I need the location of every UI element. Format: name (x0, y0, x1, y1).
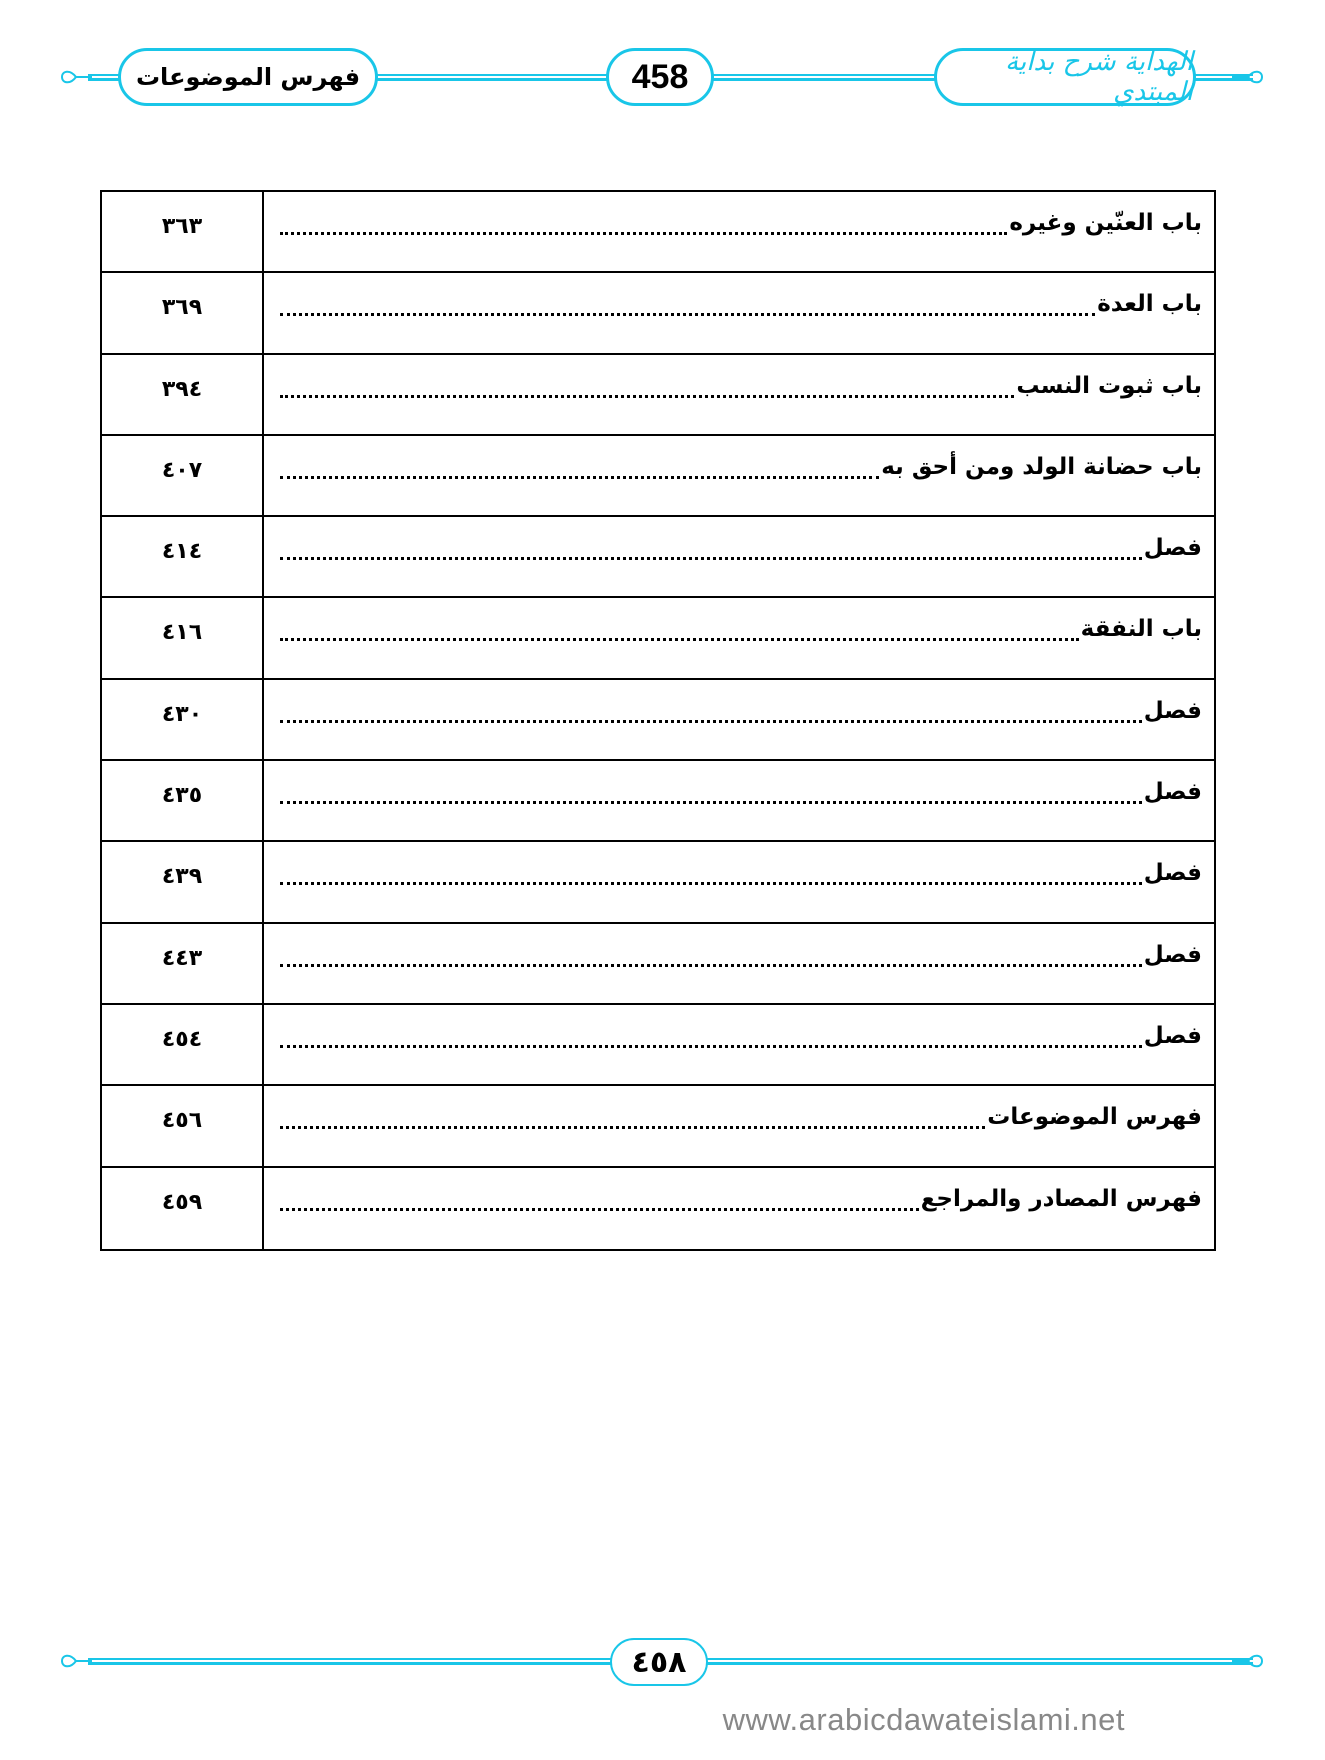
footer-page-number: ٤٥٨ (631, 1644, 687, 1680)
toc-page: ٤٣٩ (102, 842, 264, 921)
footer-page-badge (610, 1638, 708, 1686)
dot-leader (280, 779, 1142, 804)
dot-leader (280, 291, 1095, 316)
table-row (102, 842, 1214, 923)
page-header (0, 40, 1325, 120)
toc-table (100, 190, 1216, 1251)
dot-leader (280, 616, 1079, 641)
dot-leader (280, 210, 1007, 235)
toc-page: ٣٩٤ (102, 355, 264, 434)
toc-page: ٤٥٤ (102, 1005, 264, 1084)
page-footer (0, 1630, 1325, 1700)
table-row (102, 1168, 1214, 1249)
page-number-badge (606, 48, 714, 106)
page-number: 458 (631, 57, 689, 96)
dot-leader (280, 698, 1142, 723)
table-row (102, 1005, 1214, 1086)
toc-page: ٤٣٠ (102, 680, 264, 759)
toc-title: فصل (1143, 779, 1202, 806)
section-title: فهرس الموضوعات (135, 63, 361, 91)
toc-title: باب العدة (1097, 291, 1202, 318)
toc-title: فصل (1143, 860, 1202, 887)
toc-page: ٤٥٩ (102, 1168, 264, 1249)
table-row (102, 273, 1214, 354)
table-row (102, 192, 1214, 273)
table-row (102, 598, 1214, 679)
toc-title: باب النفقة (1080, 616, 1202, 643)
toc-page: ٤٥٦ (102, 1086, 264, 1165)
section-title-badge (118, 48, 378, 106)
dot-leader (280, 535, 1142, 560)
table-row (102, 680, 1214, 761)
toc-page: ٤١٦ (102, 598, 264, 677)
dot-leader (280, 373, 1014, 398)
toc-page: ٤١٤ (102, 517, 264, 596)
right-ornament-icon (1232, 67, 1266, 87)
dot-leader (280, 860, 1142, 885)
left-ornament-icon (58, 1651, 92, 1671)
dot-leader (280, 1186, 919, 1211)
table-row (102, 1086, 1214, 1167)
toc-title: فهرس المصادر والمراجع (920, 1185, 1202, 1212)
dot-leader (280, 454, 879, 479)
dot-leader (280, 1104, 985, 1129)
table-row (102, 436, 1214, 517)
toc-page: ٤٠٧ (102, 436, 264, 515)
toc-title: فهرس الموضوعات (987, 1104, 1202, 1131)
toc-title: فصل (1143, 697, 1202, 724)
book-title: الهداية شرح بداية المبتدي (1005, 47, 1193, 107)
table-row (102, 355, 1214, 436)
dot-leader (280, 942, 1142, 967)
table-row (102, 517, 1214, 598)
toc-title: باب حضانة الولد ومن أحق به (881, 453, 1202, 480)
book-title-badge (934, 48, 1196, 106)
toc-title: فصل (1143, 941, 1202, 968)
toc-page: ٤٣٥ (102, 761, 264, 840)
toc-title: فصل (1143, 535, 1202, 562)
toc-title: باب ثبوت النسب (1016, 372, 1202, 399)
toc-page: ٣٦٩ (102, 273, 264, 352)
left-ornament-icon (58, 67, 92, 87)
toc-title: فصل (1143, 1022, 1202, 1049)
table-row (102, 761, 1214, 842)
right-ornament-icon (1232, 1651, 1266, 1671)
toc-page: ٤٤٣ (102, 924, 264, 1003)
table-row (102, 924, 1214, 1005)
toc-title: باب العنّين وغيره (1009, 210, 1202, 236)
toc-page: ٣٦٣ (102, 192, 264, 271)
dot-leader (280, 1023, 1142, 1048)
website-url: www.arabicdawateislami.net (722, 1702, 1125, 1737)
